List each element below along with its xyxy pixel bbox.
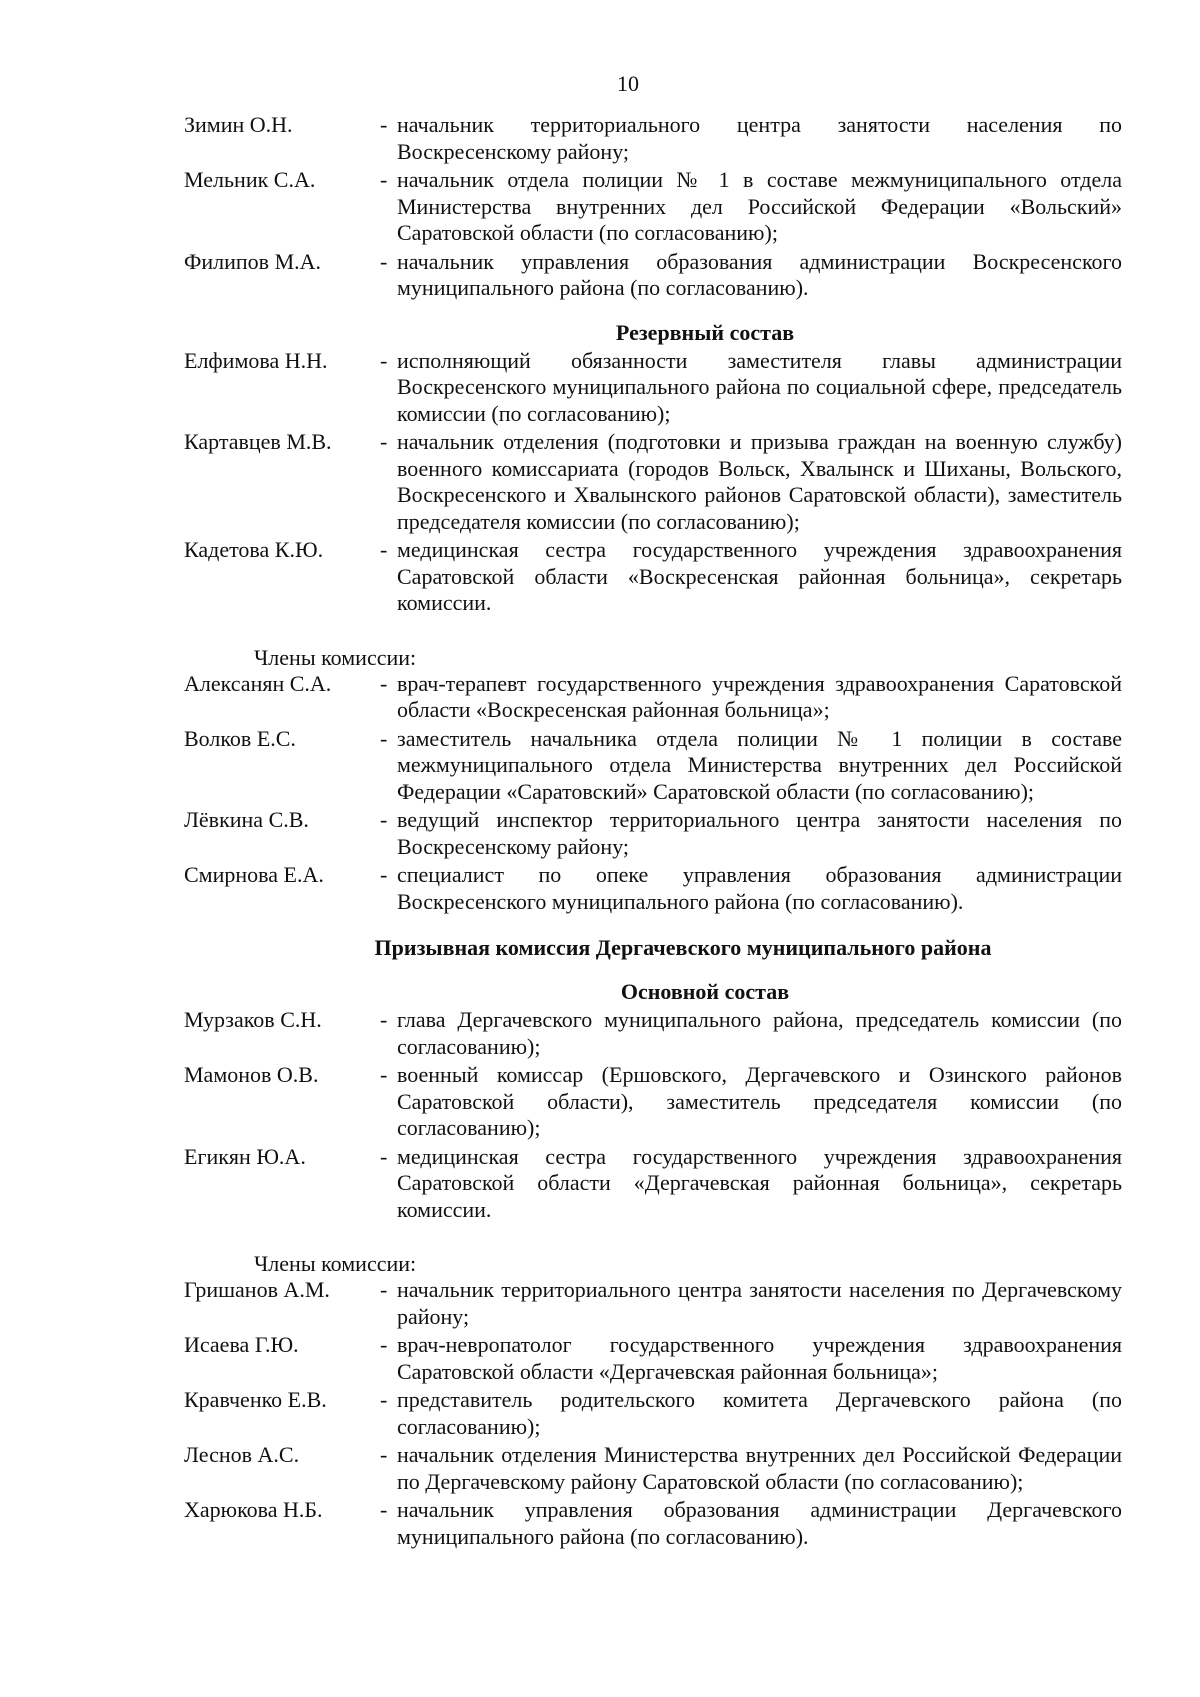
list-item: [184, 862, 1122, 915]
position-description: представитель родительского комитета Дергачевского района (по согласованию);: [397, 1387, 1122, 1439]
person-name: Картавцев М.В.: [184, 429, 332, 454]
list-item: [184, 537, 1122, 617]
dash-separator: -: [380, 248, 388, 274]
position-description: медицинская сестра государственного учреждения здравоохранения Саратовской области «Воскресенская районная больница», секретарь комиссии.: [397, 537, 1122, 615]
page-number: 10: [617, 71, 639, 96]
position-description: врач-терапевт государственного учреждения здравоохранения Саратовской области «Воскресенская районная больница»;: [397, 670, 1122, 722]
position-description: начальник управления образования администрации Дергачевского муниципального района (по согласованию).: [397, 1497, 1122, 1549]
list-item: [184, 249, 1122, 302]
document-body: [184, 112, 1122, 1552]
person-name: Кадетова К.Ю.: [184, 537, 324, 562]
dash-separator: -: [380, 112, 388, 137]
person-name: Егикян Ю.А.: [184, 1143, 306, 1169]
person-name: Лёвкина С.В.: [184, 807, 309, 832]
position-description: ведущий инспектор территориального центра занятости населения по Воскресенскому району;: [397, 807, 1122, 859]
position-description: военный комиссар (Ершовского, Дергачевского и Озинского районов Саратовской области), заместитель председателя комиссии (по согласованию);: [397, 1062, 1122, 1140]
dash-separator: -: [380, 1143, 388, 1169]
members-label: Члены комиссии:: [254, 644, 417, 670]
person-name: Мамонов О.В.: [184, 1062, 319, 1087]
reserve-leadership-list: [184, 348, 1122, 617]
main-members-continued: [184, 112, 1122, 302]
list-item: [184, 1442, 1122, 1495]
main-composition-heading: Основной состав: [620, 979, 790, 1004]
person-name: Гришанов А.М.: [184, 1277, 330, 1302]
list-item: [184, 1007, 1122, 1060]
list-item: [184, 167, 1122, 247]
list-item: [184, 1332, 1122, 1385]
list-item: [184, 1277, 1122, 1330]
position-description: врач-невропатолог государственного учреждения здравоохранения Саратовской области «Дергачевская районная больница»;: [397, 1332, 1122, 1384]
reserve-members-list: [184, 671, 1122, 916]
list-item: [184, 1497, 1122, 1550]
list-item: [184, 1144, 1122, 1224]
dash-separator: -: [380, 1332, 388, 1357]
dash-separator: -: [380, 807, 388, 832]
position-description: начальник территориального центра занятости населения по Дергачевскому району;: [397, 1277, 1122, 1329]
person-name: Исаева Г.Ю.: [184, 1332, 299, 1357]
dash-separator: -: [380, 347, 388, 373]
main-leadership-list: [184, 1007, 1122, 1223]
position-description: медицинская сестра государственного учреждения здравоохранения Саратовской области «Дергачевская районная больница», секретарь комиссии.: [397, 1143, 1122, 1222]
dash-separator: -: [380, 167, 388, 192]
dash-separator: -: [380, 862, 388, 887]
list-item: [184, 671, 1122, 724]
person-name: Волков Е.С.: [184, 725, 296, 751]
commission-heading: Призывная комиссия Дергачевского муниципального района: [374, 935, 992, 960]
dash-separator: -: [380, 1442, 388, 1467]
position-description: специалист по опеке управления образования администрации Воскресенского муниципального района (по согласованию).: [397, 862, 1122, 914]
position-description: начальник отдела полиции № 1 в составе межмуниципального отдела Министерства внутренних дел Российской Федерации «Вольский» Саратовской области (по согласованию);: [397, 167, 1122, 245]
person-name: Елфимова Н.Н.: [184, 347, 328, 373]
position-description: начальник территориального центра занятости населения по Воскресенскому району;: [397, 112, 1122, 164]
person-name: Кравченко Е.В.: [184, 1387, 327, 1412]
person-name: Мельник С.А.: [184, 167, 316, 192]
dash-separator: -: [380, 1062, 388, 1087]
person-name: Филипов М.А.: [184, 248, 322, 274]
dash-separator: -: [380, 429, 388, 454]
person-name: Харюкова Н.Б.: [184, 1497, 323, 1522]
members-label: Члены комиссии:: [254, 1251, 417, 1276]
dash-separator: -: [380, 670, 388, 696]
position-description: глава Дергачевского муниципального района, председатель комиссии (по согласованию);: [397, 1007, 1122, 1059]
person-name: Смирнова Е.А.: [184, 862, 324, 887]
person-name: Леснов А.С.: [184, 1442, 300, 1467]
position-description: заместитель начальника отдела полиции № 1 полиции в составе межмуниципального отдела Министерства внутренних дел Российской Федерации «Саратовский» Саратовской области (по согласованию);: [397, 725, 1122, 804]
position-description: начальник управления образования администрации Воскресенского муниципального района (по согласованию).: [397, 248, 1122, 300]
person-name: Алексанян С.А.: [184, 670, 332, 696]
dash-separator: -: [380, 725, 388, 751]
list-item: [184, 348, 1122, 428]
list-item: [184, 1062, 1122, 1142]
list-item: [184, 112, 1122, 165]
position-description: начальник отделения (подготовки и призыва граждан на военную службу) военного комиссариата (городов Вольск, Хвалынск и Шиханы, Вольского, Воскресенского и Хвалынского районов Саратовской области), заместитель председателя комиссии (по согласованию);: [397, 429, 1122, 534]
person-name: Зимин О.Н.: [184, 112, 293, 137]
main-members-list: [184, 1277, 1122, 1550]
position-description: начальник отделения Министерства внутренних дел Российской Федерации по Дергачевскому району Саратовской области (по согласованию);: [397, 1442, 1122, 1494]
list-item: [184, 726, 1122, 806]
list-item: [184, 429, 1122, 535]
reserve-heading: Резервный состав: [615, 319, 795, 345]
dash-separator: -: [380, 1277, 388, 1302]
dash-separator: -: [380, 1007, 388, 1032]
list-item: [184, 807, 1122, 860]
dash-separator: -: [380, 1387, 388, 1412]
list-item: [184, 1387, 1122, 1440]
dash-separator: -: [380, 537, 388, 562]
position-description: исполняющий обязанности заместителя главы администрации Воскресенского муниципального района по социальной сфере, председатель комиссии (по согласованию);: [397, 347, 1122, 426]
dash-separator: -: [380, 1497, 388, 1522]
person-name: Мурзаков С.Н.: [184, 1007, 322, 1032]
